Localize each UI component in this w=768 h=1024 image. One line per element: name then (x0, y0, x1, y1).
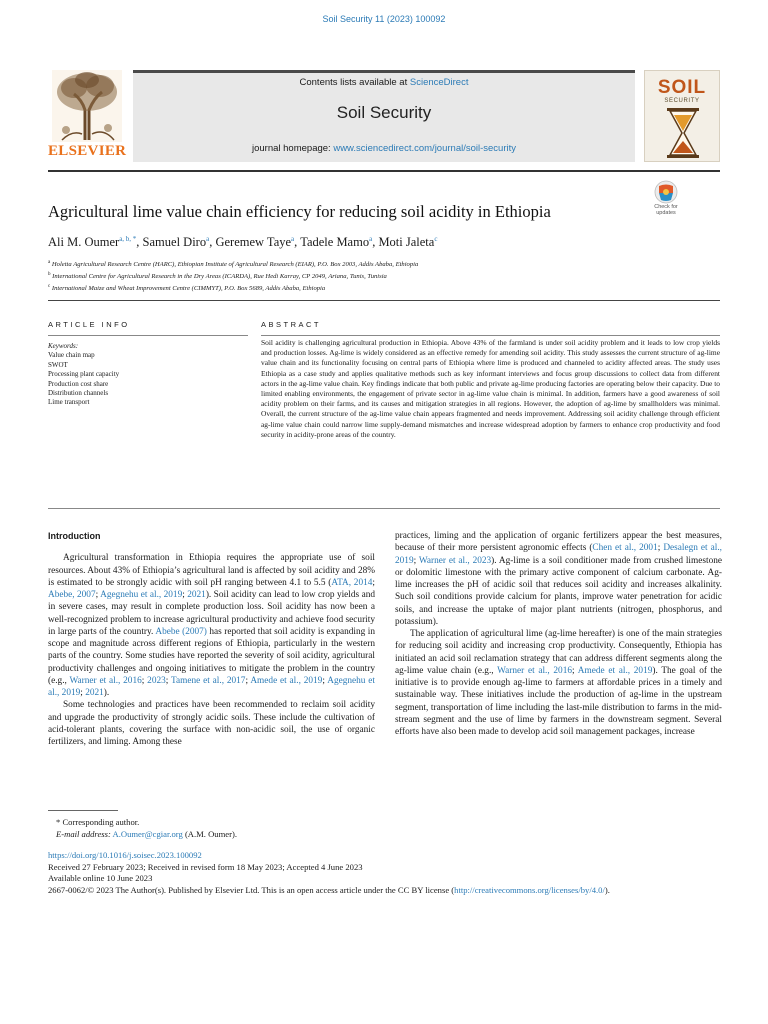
keywords-label: Keywords: (48, 342, 79, 350)
journal-citation-link[interactable]: Soil Security 11 (2023) 100092 (322, 14, 446, 24)
body-paragraph (395, 628, 722, 738)
article-title: Agricultural lime value chain efficiency for reducing soil acidity in Ethiopia (48, 202, 551, 221)
hourglass-icon (665, 107, 701, 159)
keyword-item: SWOT (48, 360, 68, 369)
keyword-item: Production cost share (48, 379, 109, 388)
corresponding-line: * Corresponding author. (56, 817, 140, 827)
keywords-block (48, 342, 248, 408)
paragraph-text: ; (245, 675, 251, 686)
author-name[interactable]: Geremew Taye (215, 235, 292, 250)
article-info-divider (48, 335, 248, 336)
sciencedirect-link[interactable]: ScienceDirect (409, 77, 469, 88)
reference-link[interactable]: 2021 (187, 590, 206, 600)
reference-link[interactable]: Warner et al., 2016 (497, 665, 572, 676)
paragraph-text: ; (322, 675, 328, 686)
doi-link[interactable]: https://doi.org/10.1016/j.soisec.2023.100092 (48, 850, 202, 860)
author-name[interactable]: Samuel Diro (142, 235, 207, 250)
cover-subtitle: SECURITY (664, 98, 700, 104)
reference-link[interactable]: Agegnehu et al., 2019 (100, 590, 183, 600)
body-paragraph (395, 530, 722, 628)
paragraph-text: practices, liming and the application of organic fertilizers appear the best measures, because of their more persistent agronomic effects ( (395, 531, 722, 554)
affiliation-item (48, 282, 720, 294)
paragraph-text: ). The goal of the initiative is to provide enough ag-lime to farmers at affordable prices in a timely and sustainable way. These initiatives include the production of ag-lime in the upstream segment, transportation of lime including the last-mile distribution to farms in the mid-stream segment and the use of lime by farmers in the downstream segment. Several efforts have also been made to develop acid soil management packages, increase (395, 665, 722, 737)
abstract-heading: ABSTRACT (261, 320, 322, 329)
affiliation-key: a (48, 260, 51, 265)
author-list (48, 235, 720, 250)
body-paragraph (48, 552, 375, 699)
crossmark-label: Check for updates (654, 204, 678, 216)
paragraph-text: ; (141, 675, 148, 686)
journal-header-box (133, 70, 635, 162)
email-line (56, 828, 716, 840)
email-label: E-mail address: (56, 829, 111, 839)
reference-link[interactable]: Abebe, 2007 (48, 590, 96, 600)
affiliation-item (48, 270, 720, 282)
affiliation-key: b (48, 272, 51, 278)
reference-link[interactable]: 2023 (147, 675, 166, 686)
paragraph-text: ; (657, 543, 664, 554)
corresponding-label: Corresponding author. (62, 817, 140, 827)
paragraph-text: ; (95, 590, 101, 600)
keyword-item: Lime transport (48, 398, 90, 407)
journal-cover[interactable] (644, 70, 720, 162)
author-affiliation-marker[interactable]: c (434, 235, 438, 243)
reference-link[interactable]: ATA, 2014 (331, 577, 373, 588)
abstract-text: Soil acidity is challenging agricultural production in Ethiopia. Above 43% of the farmland is under soil acidity problem and it leads to low crop yields and production losses. Ag-lime is widely considered as an effective remedy for amending soil acidity. This study assesses the current structure of ag-lime value chain and its functionality focusing on central parts of Ethiopia where lime is produced and channeled to acidity affected areas. The study uses Ethiopia as a case study and applies qualitative methods such as key informant interviews and focus group discussions to collect data from different actors in the ag-lime value chain. Key findings indicate that both public and private ag-lime producing factories are operating below their capacity. Due to limited enabling environments, the engagement of private sector in ag-lime value chain is minimal. In addition, farmers have a good awareness of soil acidity problem on their farms, and its causes and mitigation strategies in all regions. However, the adoption of ag-lime by smallholders was minimal. Overall, the current structure of the ag-lime value chain appears fragmented and needs improvement. Addressing soil acidity challenge through efficient ag-lime value chain could narrow lime supply-demand mismatches and increase widespread adoption by farmers to enhance crop productivity and food security in acidity-prone areas of the country. (261, 338, 720, 439)
paragraph-text: ). Ag-lime is a soil conditioner made from crushed limestone or dolomitic limestone with the primary active component of calcium carbonate. Ag-lime increases the pH of acidic soil that reduces soil acidity and increases alkalinity. Such soil conditions provide calcium for plants, improve water penetration for acidic soils, and increase the uptake of major plant nutrients (nitrogen, phosphorus, and potassium). (395, 555, 722, 627)
author-separator: , (294, 235, 301, 250)
paragraph-text: Agricultural transformation in Ethiopia requires the appropriate use of soil resources. About 43% of Ethiopia’s agricultural land is affected by soil acidity and 28% is estimated to be strongly acidic with soil pH ranging between 4.1 to 5.5 ( (48, 553, 375, 588)
author-email-link[interactable]: A.Oumer@cgiar.org (112, 829, 183, 839)
license-line (48, 885, 720, 897)
reference-link[interactable]: Amede et al., 2019 (250, 675, 323, 686)
paragraph-text: The application of agricultural lime (ag-lime hereafter) is one of the main strategies for reducing soil acidity and increasing crop productivity. Consequently, Ethiopia has initiated an acid soil reclamation strategy that can address different segments along the ag-lime value chain (e.g., (395, 629, 722, 676)
paragraph-text: ; (572, 665, 578, 676)
author-separator: , (209, 235, 216, 250)
journal-masthead (48, 70, 720, 164)
license-link[interactable]: http://creativecommons.org/licenses/by/4.0/ (454, 884, 605, 895)
footnote-divider (48, 810, 118, 811)
introduction-heading: Introduction (48, 531, 101, 541)
paragraph-text: ; (80, 688, 86, 698)
available-online-date: Available online 10 June 2023 (48, 873, 153, 883)
reference-link[interactable]: Amede et al., 2019 (577, 665, 653, 676)
elsevier-tree-icon (52, 70, 122, 142)
elsevier-logo[interactable] (48, 70, 126, 162)
header-divider (48, 170, 720, 172)
homepage-line (133, 143, 635, 154)
abstract-divider (261, 335, 720, 336)
author-name[interactable]: Moti Jaleta (378, 235, 435, 250)
paragraph-text: ). (103, 688, 110, 698)
reference-link[interactable]: Warner et al., 2016 (69, 675, 142, 686)
corresponding-author-footnote (56, 816, 716, 840)
keyword-item: Distribution channels (48, 389, 109, 398)
author-affiliation-marker[interactable]: a (291, 235, 295, 243)
author-affiliation-marker[interactable]: a (206, 235, 210, 243)
author-name[interactable]: Ali M. Oumer (48, 235, 120, 250)
reference-link[interactable]: Tamene et al., 2017 (171, 675, 246, 686)
author-separator: , (372, 235, 379, 250)
reference-link[interactable]: Desalegn et al., 2019 (395, 543, 722, 566)
affiliation-item (48, 258, 720, 270)
affiliation-text: Holetta Agricultural Research Centre (HARC), Ethiopian Institute of Agricultural Research (EIAR), P.O. Box 2003, Addis Ababa, Ethiopia (50, 261, 419, 269)
paragraph-text: ; (182, 590, 188, 600)
elsevier-wordmark: ELSEVIER (48, 143, 127, 159)
received-dates: Received 27 February 2023; Received in revised form 18 May 2023; Accepted 4 June 2023 (48, 861, 363, 872)
body-paragraph: Some technologies and practices have been recommended to reclaim soil acidity and upgrade the productivity of strongly acidic soils. These include the cultivation of acid-tolerant plants, covering the surface with non-acidic soil, the use of organic fertilizers, and liming. Among these (48, 700, 375, 747)
journal-name: Soil Security (336, 103, 432, 122)
title-divider (48, 300, 720, 301)
license-text: 2667-0062/© 2023 The Author(s). Published by Elsevier Ltd. This is an open access article under the CC BY license ( (48, 884, 455, 895)
affiliation-text: International Centre for Agricultural Research in the Dry Areas (ICARDA), Rue Hedi Karray, CP 2049, Ariana, Tunis, Tunisia (50, 273, 387, 281)
author-affiliation-marker[interactable]: a (369, 235, 373, 243)
abstract-bottom-divider (48, 508, 720, 509)
license-suffix: ). (604, 884, 610, 895)
paragraph-text: ). Soil acidity can lead to low crop yields and in severe cases, may result in complete production loss. Soil acidity has now been a well-recognized problem to increase agricultural productivity and achieve food security in large parts of the country. (48, 590, 375, 637)
homepage-prefix: journal homepage: (251, 143, 334, 154)
reference-link[interactable]: Chen et al., 2001 (592, 543, 658, 554)
journal-homepage-link[interactable]: www.sciencedirect.com/journal/soil-security (333, 143, 516, 154)
reference-link[interactable]: Warner et al., 2023 (418, 555, 492, 566)
body-column-right (395, 530, 722, 738)
paragraph-text: ; (413, 555, 419, 566)
cover-title: SOIL (657, 77, 707, 98)
article-footer (48, 850, 720, 896)
affiliation-list (48, 258, 720, 295)
affiliation-text: International Maize and Wheat Improvement Centre (CIMMYT), P.O. Box 5689, Addis Ababa, Ethiopia (50, 285, 326, 293)
email-suffix: (A.M. Oumer). (182, 829, 237, 839)
article-info-heading: ARTICLE INFO (48, 320, 130, 329)
paragraph-text: has reported that soil acidity is expanding in scope and magnitude across different regions of Ethiopia, particularly in the western parts of the country. Some studies have reported the severity of soil acidity, agricultural productivity challenges and ongoing initiatives to mitigate the problem in the country (e.g., (48, 626, 376, 686)
affiliation-key: c (48, 284, 51, 290)
crossmark-icon (648, 180, 684, 204)
contents-prefix: Contents lists available at (299, 77, 410, 88)
reference-link[interactable]: Abebe (2007) (155, 626, 207, 637)
check-for-updates-badge[interactable] (648, 180, 684, 220)
paragraph-text: ; (165, 675, 172, 686)
keyword-list (48, 351, 248, 407)
author-affiliation-marker[interactable]: a, b, * (119, 235, 137, 243)
reference-link[interactable]: 2021 (85, 688, 104, 698)
keyword-item: Value chain map (48, 351, 95, 360)
author-name[interactable]: Tadele Mamo (300, 235, 370, 250)
body-column-left (48, 530, 375, 748)
contents-line (133, 77, 635, 88)
author-separator: , (136, 235, 143, 250)
reference-link[interactable]: Agegnehu et al., 2019 (48, 675, 375, 698)
paragraph-text: ; (372, 577, 375, 588)
keyword-item: Processing plant capacity (48, 370, 120, 379)
